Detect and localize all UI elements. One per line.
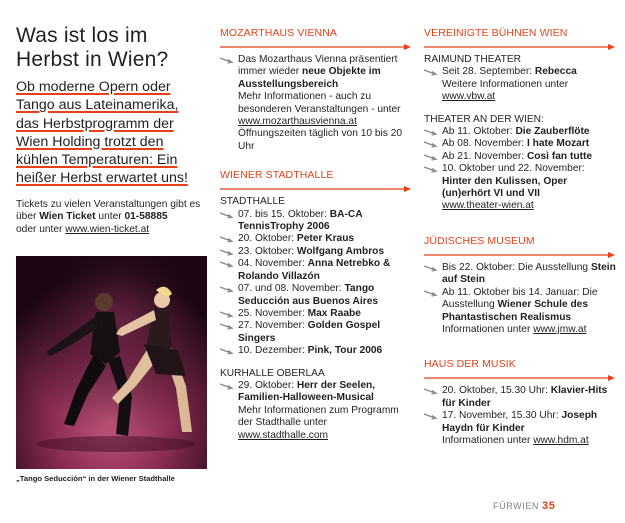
list-item: [220, 54, 412, 153]
item-text: Weitere Informationen unter: [442, 78, 569, 90]
list-item: [220, 246, 412, 258]
section-hdm: [424, 358, 616, 447]
item-highlight: neue Objekte im Ausstellungsbereich: [238, 66, 381, 90]
lead-line: Wien Holding trotzt den: [16, 133, 164, 150]
theater-wien-link[interactable]: www.theater-wien.at: [442, 200, 534, 212]
event-name: I hate Mozart: [526, 138, 590, 150]
lead-line: heißer Herbst erwartet uns!: [16, 170, 188, 187]
arrow-icon: [220, 382, 234, 390]
tickets-text: oder unter: [16, 223, 66, 235]
item-text: Das Mozarthaus Vienna präsentiert immer wieder: [238, 54, 398, 78]
section-stadthalle: [220, 169, 412, 442]
lead-line: kühlen Temperaturen: Ein: [16, 152, 178, 169]
stadthalle-link[interactable]: www.stadthalle.com: [238, 429, 329, 441]
lead-line: Tango aus Lateinamerika,: [16, 97, 179, 114]
arrow-icon: [424, 128, 438, 136]
arrow-icon: [424, 264, 438, 272]
arrow-icon: [220, 248, 234, 256]
list-item: [424, 126, 616, 138]
item-text: Informationen unter: [442, 323, 534, 335]
page-number: 35: [542, 500, 556, 512]
event-date: Ab 21. November:: [442, 150, 527, 162]
section-rule: [424, 375, 616, 381]
arrow-icon: [424, 387, 438, 395]
event-date: 25. November:: [238, 307, 308, 319]
arrow-icon: [220, 260, 234, 268]
magazine-name: FÜRWIEN: [493, 501, 540, 511]
arrow-icon: [220, 211, 234, 219]
intro-column: [16, 0, 208, 237]
headline: [16, 24, 208, 72]
jmw-link[interactable]: www.jmw.at: [533, 323, 587, 335]
wien-ticket-link[interactable]: www.wien-ticket.at: [65, 223, 150, 235]
list-item: [220, 233, 412, 245]
arrow-icon: [424, 153, 438, 161]
subheading: THEATER AN DER WIEN:: [424, 113, 544, 125]
event-date: Ab 11. Oktober:: [442, 126, 516, 138]
section-title: JÜDISCHES MUSEUM: [424, 234, 535, 247]
event-date: Seit 28. September:: [442, 66, 535, 78]
tickets-text: Tickets zu vielen Veranstaltungen gibt es über: [16, 198, 201, 223]
arrow-icon: [424, 68, 438, 76]
event-name: Wiener Schule des Phantastischen Realismus: [442, 299, 588, 323]
tickets-phone: 01-58885: [124, 211, 168, 223]
right-column: [424, 27, 616, 457]
tango-photo: [16, 256, 207, 469]
tickets-info: [16, 199, 208, 237]
event-name: Tango Seducción aus Buenos Aires: [238, 283, 379, 307]
event-name: Die Zauberflöte: [515, 126, 590, 138]
arrow-icon: [220, 56, 234, 64]
event-date: 27. November:: [238, 320, 308, 332]
list-item: [220, 380, 412, 442]
arrow-icon: [220, 347, 234, 355]
section-rule: [424, 252, 616, 258]
arrow-icon: [424, 412, 438, 420]
vbw-link[interactable]: www.vbw.at: [442, 91, 496, 103]
event-date: 07. bis 15. Oktober:: [238, 208, 330, 220]
arrow-icon: [424, 165, 438, 173]
section-mozarthaus: [220, 27, 412, 153]
section-rule: [220, 186, 412, 192]
list-item: [424, 151, 616, 163]
list-item: [424, 262, 616, 287]
event-name: Anna Netrebko & Rolando Villazón: [238, 258, 391, 282]
section-title: MOZARTHAUS VIENNA: [220, 27, 338, 39]
list-item: [424, 66, 616, 103]
list-item: [220, 320, 412, 345]
lead-paragraph: [16, 78, 208, 188]
event-date: 04. November:: [238, 258, 308, 270]
subheading: KURHALLE OBERLAA: [220, 367, 325, 379]
list-item: [424, 385, 616, 410]
list-item: [220, 308, 412, 320]
section-rule: [424, 44, 616, 50]
section-title: HAUS DER MUSIK: [424, 358, 516, 371]
event-name: Pink, Tour 2006: [307, 345, 383, 357]
list-item: [220, 258, 412, 283]
event-name: BA-CA TennisTrophy 2006: [238, 208, 363, 233]
list-item: [220, 209, 412, 234]
arrow-icon: [220, 285, 234, 293]
arrow-icon: [424, 140, 438, 148]
event-name: Klavier-Hits für Kinder: [442, 385, 608, 409]
event-date: 20. Oktober:: [238, 233, 297, 245]
list-item: [424, 163, 616, 213]
event-name: Joseph Haydn für Kinder: [442, 410, 598, 434]
item-text: Informationen unter: [442, 434, 534, 446]
event-date: 07. und 08. November:: [238, 283, 345, 295]
section-title: WIENER STADTHALLE: [220, 169, 334, 182]
list-item: [424, 138, 616, 150]
headline-line-2: Herbst in Wien?: [16, 48, 169, 71]
item-text: Ab 11. Oktober bis 14. Januar: Die Ausstellung: [442, 286, 598, 311]
arrow-icon: [220, 322, 234, 330]
lead-line: Ob moderne Opern oder: [16, 79, 171, 95]
event-date: 29. Oktober:: [238, 379, 297, 391]
event-date: 10. Oktober und 22. November:: [442, 163, 585, 175]
event-date: 10. Dezember:: [238, 345, 308, 357]
tickets-text: unter: [95, 211, 125, 223]
list-item: [424, 287, 616, 337]
arrow-icon: [424, 289, 438, 297]
list-item: [220, 345, 412, 357]
subheading: STADTHALLE: [220, 196, 285, 208]
event-name: Golden Gospel Singers: [238, 320, 381, 344]
section-vbw: [424, 27, 616, 213]
item-text: Mehr Informationen - auch zu besonderen Veranstaltungen - unter: [238, 91, 401, 115]
tickets-brand: Wien Ticket: [39, 211, 96, 223]
event-name: Stein auf Stein: [442, 261, 616, 286]
event-name: Max Raabe: [307, 307, 361, 319]
arrow-icon: [220, 235, 234, 243]
event-date: 17. November, 15.30 Uhr:: [442, 410, 562, 422]
section-rule: [220, 44, 412, 50]
section-title: VEREINIGTE BÜHNEN WIEN: [424, 27, 568, 39]
list-item: [424, 410, 616, 447]
item-text: Mehr Informationen zum Programm der Stadthalle unter: [238, 404, 399, 429]
event-name: Così fan tutte: [526, 150, 593, 162]
hdm-link[interactable]: www.hdm.at: [533, 434, 589, 446]
event-date: 20. Oktober, 15.30 Uhr:: [442, 385, 551, 397]
item-text: Öffnungszeiten täglich von 10 bis 20 Uhr: [238, 128, 403, 152]
arrow-icon: [220, 310, 234, 318]
event-date: Ab 08. November:: [442, 138, 527, 150]
event-name: Hinter den Kulissen, Oper (un)erhört VI und VII: [442, 175, 568, 200]
subheading: RAIMUND THEATER: [424, 54, 521, 65]
event-name: Wolfgang Ambros: [296, 245, 385, 257]
event-date: 23. Oktober:: [238, 245, 297, 257]
list-item: [220, 283, 412, 308]
lead-line: das Herbstprogramm der: [16, 115, 174, 132]
item-text: Bis 22. Oktober: Die Ausstellung: [442, 261, 591, 273]
photo-caption: „Tango Seducción“ in der Wiener Stadthalle: [16, 474, 175, 483]
event-name: Herr der Seelen, Familien-Halloween-Musical: [238, 379, 376, 404]
event-name: Peter Kraus: [296, 233, 355, 245]
event-name: Rebecca: [534, 66, 577, 78]
headline-line-1: Was ist los im: [16, 24, 148, 47]
section-jmw: [424, 235, 616, 336]
page-footer: [493, 500, 555, 512]
middle-column: [220, 27, 412, 452]
mozarthaus-link[interactable]: www.mozarthausvienna.at: [238, 116, 357, 128]
